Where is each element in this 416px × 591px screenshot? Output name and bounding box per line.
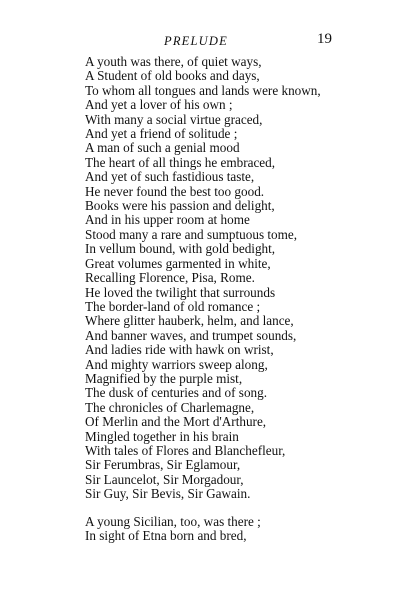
poem-body [85,55,405,543]
poem-line: Stood many a rare and sumptuous tome, [85,226,298,242]
poem-line: The chronicles of Charlemagne, [85,399,255,415]
poem-line: A youth was there, of quiet ways, [85,54,262,69]
running-title: PRELUDE [164,34,228,48]
poem-line: And in his upper room at home [85,212,250,228]
poem-line: Sir Launcelot, Sir Morgadour, [85,471,244,487]
poem-line: He never found the best too good. [85,183,265,199]
poem-line: And ladies ride with hawk on wrist, [85,342,274,358]
poem-line: A man of such a genial mood [85,140,240,156]
poem-line: With many a social virtue graced, [85,111,263,127]
poem-line: The dusk of centuries and of song. [85,385,268,401]
poem-line: The border-land of old romance ; [85,298,261,314]
poem-line: And yet of such fastidious taste, [85,169,255,185]
poem-line: To whom all tongues and lands were known, [85,82,321,98]
page-number: 19 [317,31,332,47]
poem-line: He loved the twilight that surrounds [85,284,276,300]
poem-line: Magnified by the purple mist, [85,370,243,386]
poem-line: With tales of Flores and Blanchefleur, [85,442,286,458]
stanza-2 [85,515,405,544]
stanza-1 [85,55,405,502]
poem-line: Sir Ferumbras, Sir Eglamour, [85,457,241,473]
poem-line: The heart of all things he embraced, [85,154,276,170]
poem-line: Of Merlin and the Mort d'Arthure, [85,414,267,430]
poem-line: In sight of Etna born and bred, [85,528,247,543]
poem-line: In vellum bound, with gold bedight, [85,241,276,257]
poem-line: Recalling Florence, Pisa, Rome. [85,270,255,286]
poem-line: Where glitter hauberk, helm, and lance, [85,313,294,329]
poem-line: And yet a lover of his own ; [85,97,233,113]
poem-line: Great volumes garmented in white, [85,255,271,271]
poem-line: And banner waves, and trumpet sounds, [85,327,297,343]
poem-line: And yet a friend of solitude ; [85,126,238,142]
poem-line: A Student of old books and days, [85,68,260,84]
poem-line: Mingled together in his brain [85,428,239,444]
poem-line: Sir Guy, Sir Bevis, Sir Gawain. [85,486,251,502]
poem-line: Books were his passion and delight, [85,198,275,214]
poem-line: A young Sicilian, too, was there ; [85,513,261,529]
poem-line: And mighty warriors sweep along, [85,356,268,372]
